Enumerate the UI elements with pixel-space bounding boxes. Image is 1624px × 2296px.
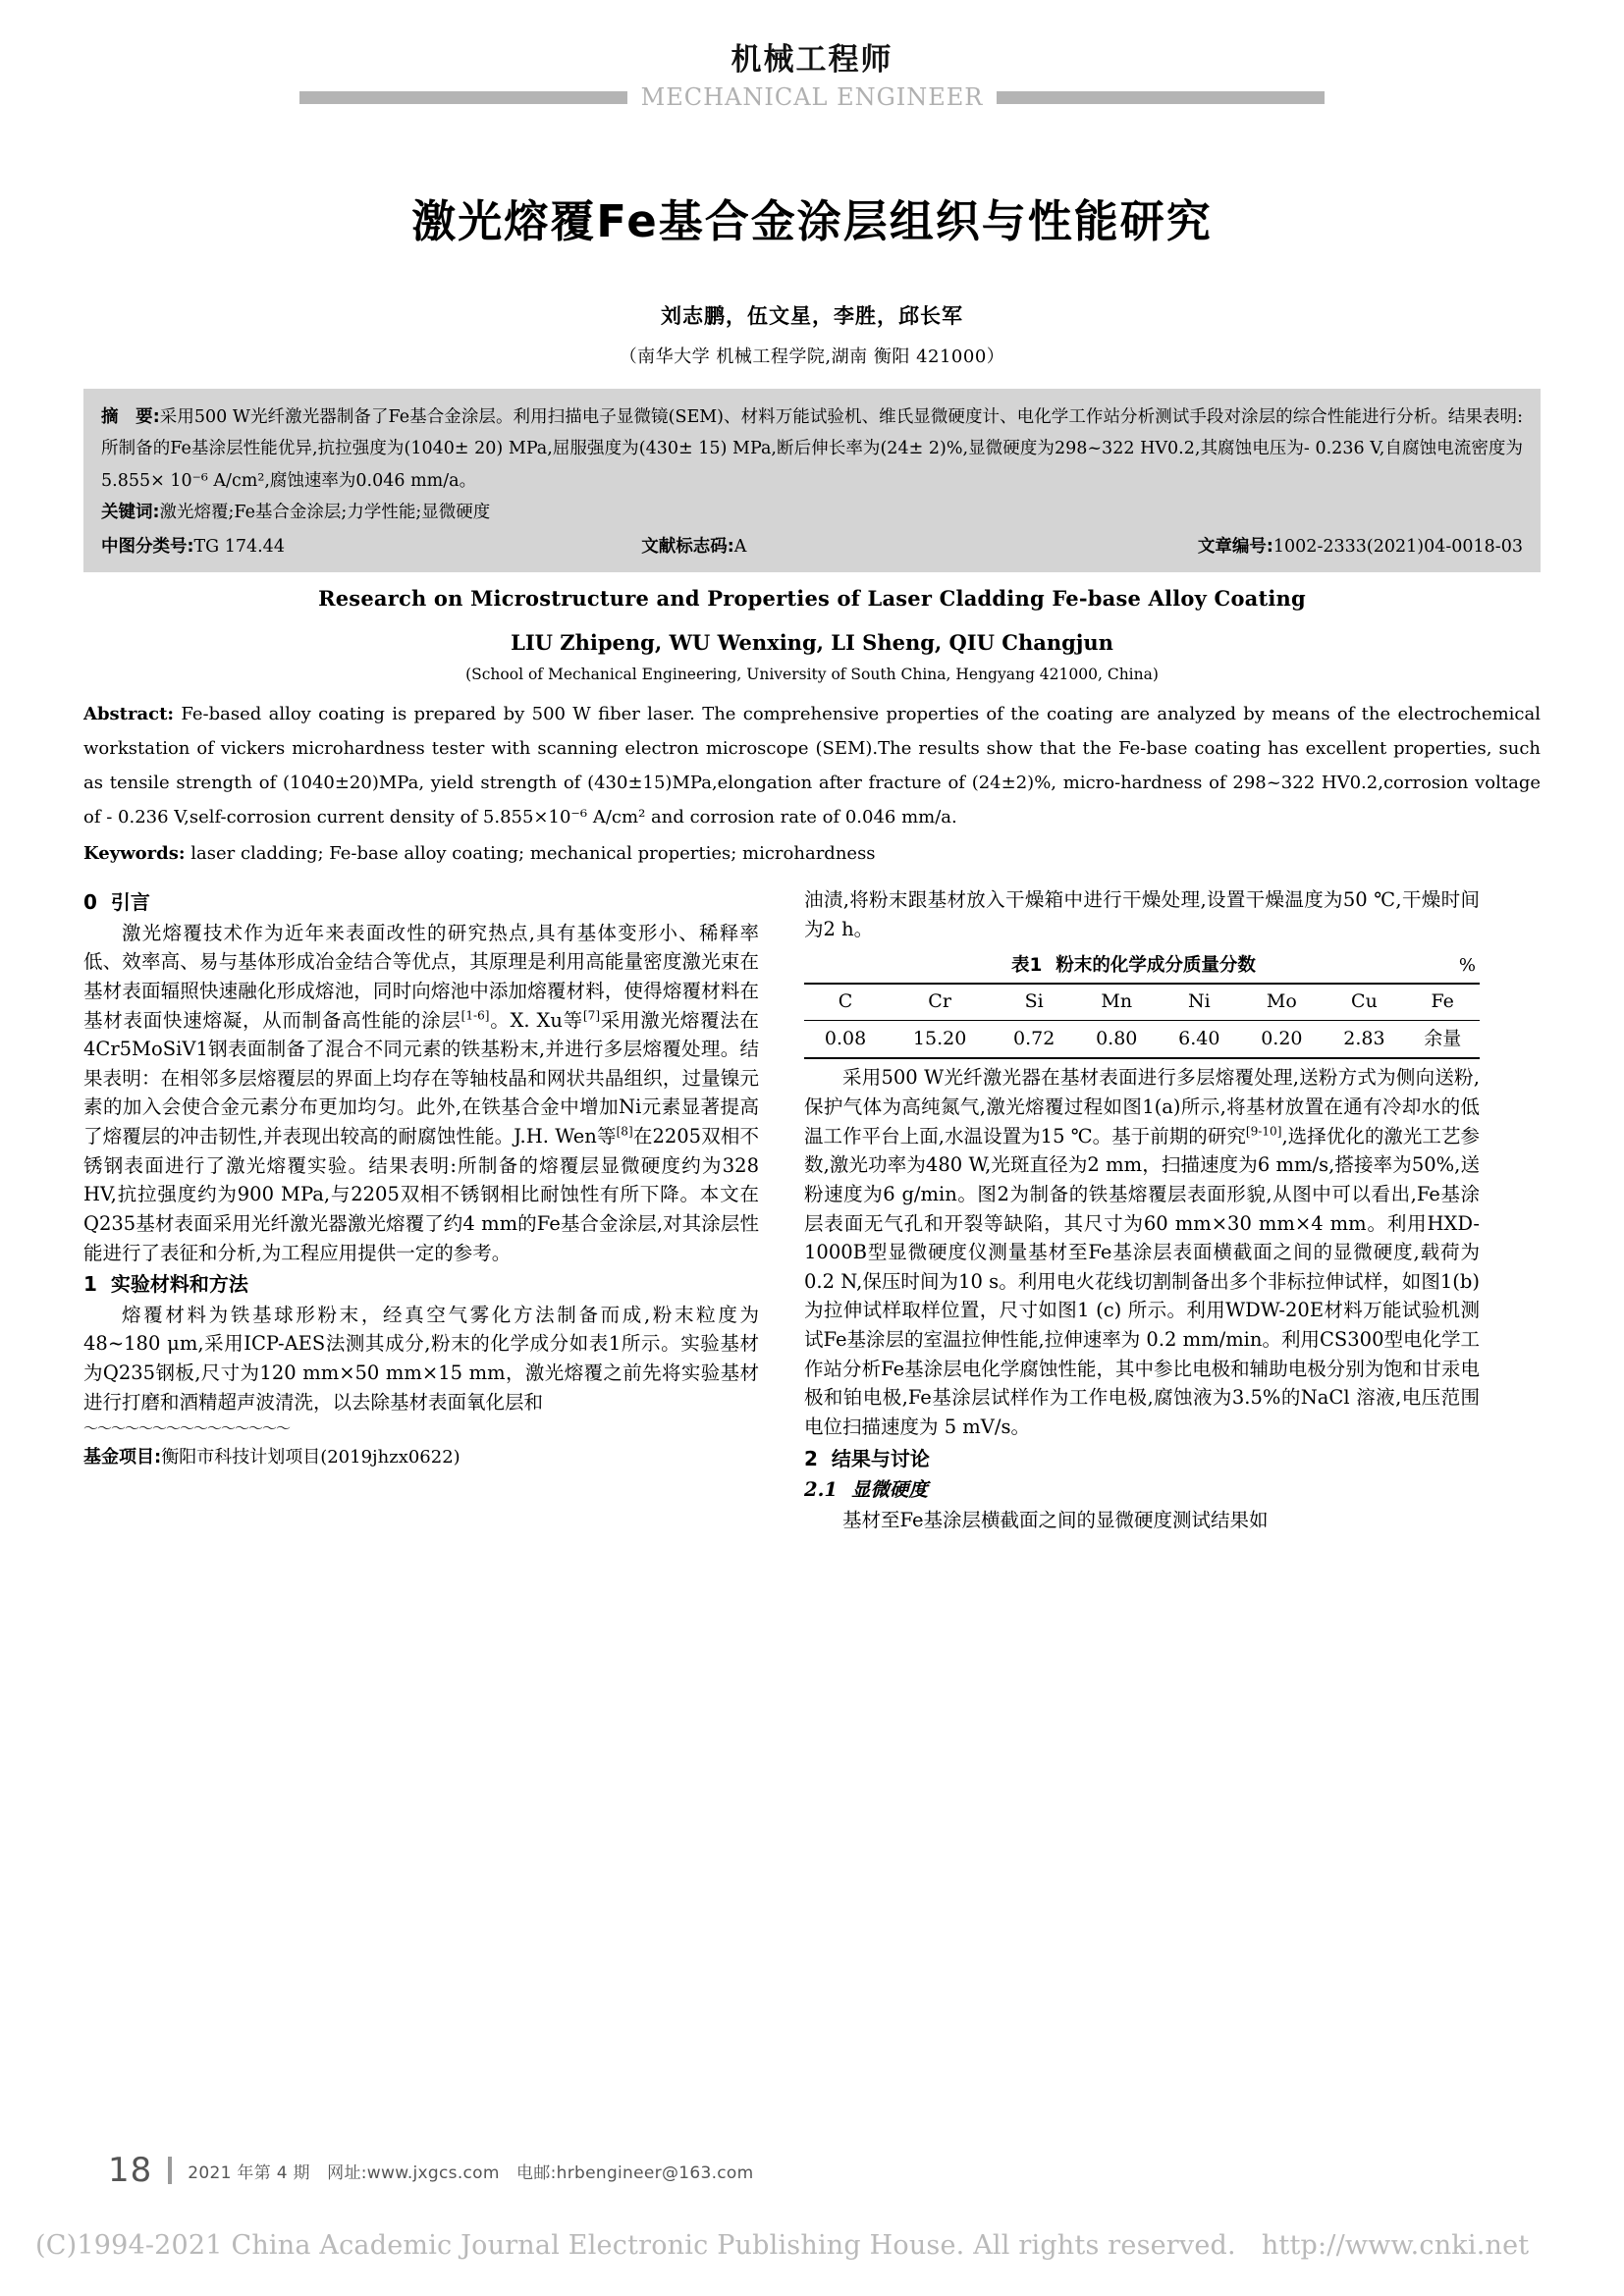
abstract-cn-box (83, 389, 1541, 572)
cnki-copyright (35, 2230, 1529, 2261)
cell-c: 0.08 (804, 1020, 887, 1058)
footnote-divider: 〜〜〜〜〜〜〜〜〜〜〜〜〜〜〜 (83, 1422, 291, 1435)
col-header-mn: Mn (1075, 984, 1158, 1020)
doccode-field (641, 531, 1067, 562)
affiliation-en: (School of Mechanical Engineering, University of South China, Hengyang 421000, China) (465, 665, 1159, 683)
funding-note (83, 1444, 759, 1470)
col-header-ni: Ni (1158, 984, 1240, 1020)
section-1-number: 1 (83, 1272, 97, 1297)
keywords-en-label: Keywords: (83, 843, 186, 865)
citation-ref-1: [1-6] (460, 1008, 490, 1023)
abstract-cn-label: 摘 要: (101, 407, 160, 428)
section-0-number: 0 (83, 890, 97, 915)
col-header-mo: Mo (1240, 984, 1323, 1020)
affiliation-cn: （南华大学 机械工程学院,湖南 衡阳 421000） (619, 347, 1005, 368)
citation-ref-9-10: [9-10] (1245, 1124, 1282, 1139)
table1-caption-middle (808, 952, 1459, 980)
cell-mo: 0.20 (1240, 1020, 1323, 1058)
table1-title: 粉末的化学成分质量分数 (1056, 954, 1256, 976)
cell-cu: 2.83 (1323, 1020, 1405, 1058)
copyright-text: (C)1994-2021 China Academic Journal Electronic Publishing House. All rights reserved. (35, 2230, 1236, 2261)
section-0-title: 引言 (110, 890, 150, 915)
intro-text-d: 在2205双相不锈钢表面进行了激光熔覆实验。结果表明:所制备的熔覆层显微硬度约为328 HV,抗拉强度约为900 MPa,与2205双相不锈钢相比耐蚀性有所下降。本文在Q235基材表面采用光纤激光器激光熔覆了约4 mm的Fe基合金涂层,对其涂层性能进行了表征和分析,为工程应用提供一定的参考。 (83, 1125, 759, 1264)
abstract-cn-paragraph (101, 401, 1523, 497)
title-en: Research on Microstructure and Properties of Laser Cladding Fe-base Alloy Coating (318, 585, 1306, 611)
subsection-2-1-number: 2.1 (804, 1477, 838, 1501)
keywords-cn-paragraph (101, 497, 1523, 528)
table1-number: 表1 (1011, 954, 1043, 976)
table-row (804, 1020, 1480, 1058)
col-header-fe: Fe (1405, 984, 1480, 1020)
funding-text: 衡阳市科技计划项目(2019jhzx0622) (161, 1447, 460, 1468)
subsection-heading-2-1 (804, 1475, 1480, 1505)
section-heading-0 (83, 887, 759, 917)
authors-cn: 刘志鹏，伍文星，李胜，邱长军 (661, 304, 963, 329)
funding-label: 基金项目: (83, 1447, 162, 1468)
masthead-en-row (0, 83, 1624, 111)
abstract-en (83, 697, 1541, 834)
page-footer (108, 2151, 754, 2190)
intro-text-a: 激光熔覆技术作为近年来表面改性的研究热点,具有基体变形小、稀释率低、效率高、易与基体形成冶金结合等优点，其原理是利用高能量密度激光束在基材表面辐照快速融化形成熔池，同时向熔池中添加熔覆材料，使得熔覆材料在基材表面快速熔凝，从而制备高性能的涂层 (83, 921, 759, 1032)
cell-fe: 余量 (1405, 1020, 1480, 1058)
col-header-cu: Cu (1323, 984, 1405, 1020)
clc-value: TG 174.44 (193, 536, 285, 557)
doccode-value: A (733, 536, 747, 557)
section-1-title: 实验材料和方法 (110, 1272, 248, 1297)
section-2-number: 2 (804, 1446, 818, 1470)
citation-ref-8: [8] (616, 1124, 633, 1139)
table1-wrapper (804, 952, 1480, 1060)
page-title: 激光熔覆Fe基合金涂层组织与性能研究 (411, 195, 1213, 248)
masthead (0, 43, 1624, 111)
clc-field (101, 531, 641, 562)
table-header-row (804, 984, 1480, 1020)
paragraph-process (804, 1063, 1480, 1441)
left-column (83, 885, 759, 1534)
col-header-si: Si (993, 984, 1075, 1020)
article-id-label: 文章编号: (1197, 536, 1273, 557)
keywords-en-text: laser cladding; Fe-base alloy coating; mechanical properties; microhardness (190, 843, 876, 865)
masthead-title-cn: 机械工程师 (731, 42, 893, 78)
section-2-title: 结果与讨论 (831, 1446, 930, 1470)
cell-ni: 6.40 (1158, 1020, 1240, 1058)
page-number: 18 (108, 2151, 153, 2190)
masthead-rule-right (997, 91, 1325, 104)
subsection-2-1-title: 显微硬度 (850, 1477, 928, 1501)
clc-label: 中图分类号: (101, 536, 194, 557)
doccode-label: 文献标志码: (641, 536, 734, 557)
footer-divider (168, 2157, 172, 2184)
article-id-value: 1002-2333(2021)04-0018-03 (1272, 536, 1523, 557)
cell-cr: 15.20 (887, 1020, 993, 1058)
cnki-url: http://www.cnki.net (1261, 2230, 1530, 2261)
english-block (83, 586, 1541, 864)
keywords-cn-text: 激光熔覆;Fe基合金涂层;力学性能;显微硬度 (159, 503, 491, 523)
masthead-title-en: MECHANICAL ENGINEER (640, 83, 984, 112)
paragraph-intro (83, 919, 759, 1268)
col-header-cr: Cr (887, 984, 993, 1020)
col-header-c: C (804, 984, 887, 1020)
abstract-en-text: Fe-based alloy coating is prepared by 500 W fiber laser. The comprehensive properties of the coating are analyzed by means of the electrochemical workstation of vickers microhardness tester with scanning electron microscope (SEM).The results show that the Fe-base coating has excellent properties, such as tensile strength of (1040±20)MPa, yield strength of (430±15)MPa,elongation after fracture of (24±2)%, micro-hardness of 298~322 HV0.2,corrosion voltage of - 0.236 V,self-corrosion current density of 5.855×10⁻⁶ A/cm² and corrosion rate of 0.046 mm/a. (83, 703, 1541, 828)
body-columns (83, 885, 1541, 1534)
paragraph-drying: 油渍,将粉末跟基材放入干燥箱中进行干燥处理,设置干燥温度为50 ℃,干燥时间为2 h。 (804, 888, 1480, 940)
journal-issue-info: 2021 年第 4 期 网址:www.jxgcs.com 电邮:hrbengineer@163.com (188, 2163, 754, 2183)
abstract-cn-meta (101, 531, 1523, 562)
keywords-cn-label: 关键词: (101, 503, 160, 523)
article-id-field (1068, 531, 1523, 562)
section-heading-2 (804, 1444, 1480, 1473)
process-text-a: 采用500 W光纤激光器在基材表面进行多层熔覆处理,送粉方式为侧向送粉,保护气体为高纯氮气,激光熔覆过程如图1(a)所示,将基材放置在通有冷却水的低温工作平台上面,水温设置为15 ℃。基于前期的研究 (804, 1066, 1480, 1148)
right-column (804, 885, 1480, 1534)
masthead-rule-left (299, 91, 627, 104)
paragraph-materials: 熔覆材料为铁基球形粉末，经真空气雾化方法制备而成,粉末粒度为48~180 μm,采用ICP-AES法测其成分,粉末的化学成分如表1所示。实验基材为Q235钢板,尺寸为120 mm×50 mm×15 mm，激光熔覆之前先将实验基材进行打磨和酒精超声波清洗，以去除基材表面氧化层和 (83, 1303, 759, 1414)
table1-caption (804, 952, 1480, 980)
table1-unit: % (1458, 955, 1476, 977)
composition-table (804, 983, 1480, 1060)
intro-text-c: 采用激光熔覆法在4Cr5MoSiV1钢表面制备了混合不同元素的铁基粉末,并进行多层熔覆处理。结果表明：在相邻多层熔覆层的界面上均存在等轴枝晶和网状共晶组织，过量镍元素的加入会使合金元素分布更加均匀。此外,在铁基合金中增加Ni元素显著提高了熔覆层的冲击韧性,并表现出较高的耐腐蚀性能。J.H. Wen等 (83, 1008, 759, 1148)
intro-text-b: 。X. Xu等 (489, 1008, 583, 1032)
keywords-en (83, 843, 1541, 864)
cell-mn: 0.80 (1075, 1020, 1158, 1058)
authors-en: LIU Zhipeng, WU Wenxing, LI Sheng, QIU Changjun (511, 629, 1113, 655)
section-heading-1 (83, 1269, 759, 1299)
abstract-en-label: Abstract: (83, 703, 175, 724)
citation-ref-7: [7] (582, 1008, 601, 1023)
cell-si: 0.72 (993, 1020, 1075, 1058)
abstract-cn-text: 采用500 W光纤激光器制备了Fe基合金涂层。利用扫描电子显微镜(SEM)、材料万能试验机、维氏显微硬度计、电化学工作站分析测试手段对涂层的综合性能进行分析。结果表明:所制备的Fe基涂层性能优异,抗拉强度为(1040± 20) MPa,屈服强度为(430± 15) MPa,断后伸长率为(24± 2)%,显微硬度为298~322 HV0.2,其腐蚀电压为- 0.236 V,自腐蚀电流密度为5.855× 10⁻⁶ A/cm²,腐蚀速率为0.046 mm/a。 (101, 407, 1523, 491)
paragraph-microhardness: 基材至Fe基涂层横截面之间的显微硬度测试结果如 (842, 1508, 1269, 1531)
process-text-b: ,选择优化的激光工艺参数,激光功率为480 W,光斑直径为2 mm，扫描速度为6 mm/s,搭接率为50%,送粉速度为6 g/min。图2为制备的铁基熔覆层表面形貌,从图中可以看出,Fe基涂层表面无气孔和开裂等缺陷，其尺寸为60 mm×30 mm×4 mm。利用HXD-1000B型显微硬度仪测量基材至Fe基涂层表面横截面之间的显微硬度,载荷为0.2 N,保压时间为10 s。利用电火花线切割制备出多个非标拉伸试样，如图1(b) 为拉伸试样取样位置，尺寸如图1 (c) 所示。利用WDW-20E材料万能试验机测试Fe基涂层的室温拉伸性能,拉伸速率为 0.2 mm/min。利用CS300型电化学工作站分析Fe基涂层电化学腐蚀性能，其中参比电极和辅助电极分别为饱和甘汞电极和铂电极,Fe基涂层试样作为工作电极,腐蚀液为3.5%的NaCl 溶液,电压范围电位扫描速度为 5 mV/s。 (804, 1124, 1481, 1438)
